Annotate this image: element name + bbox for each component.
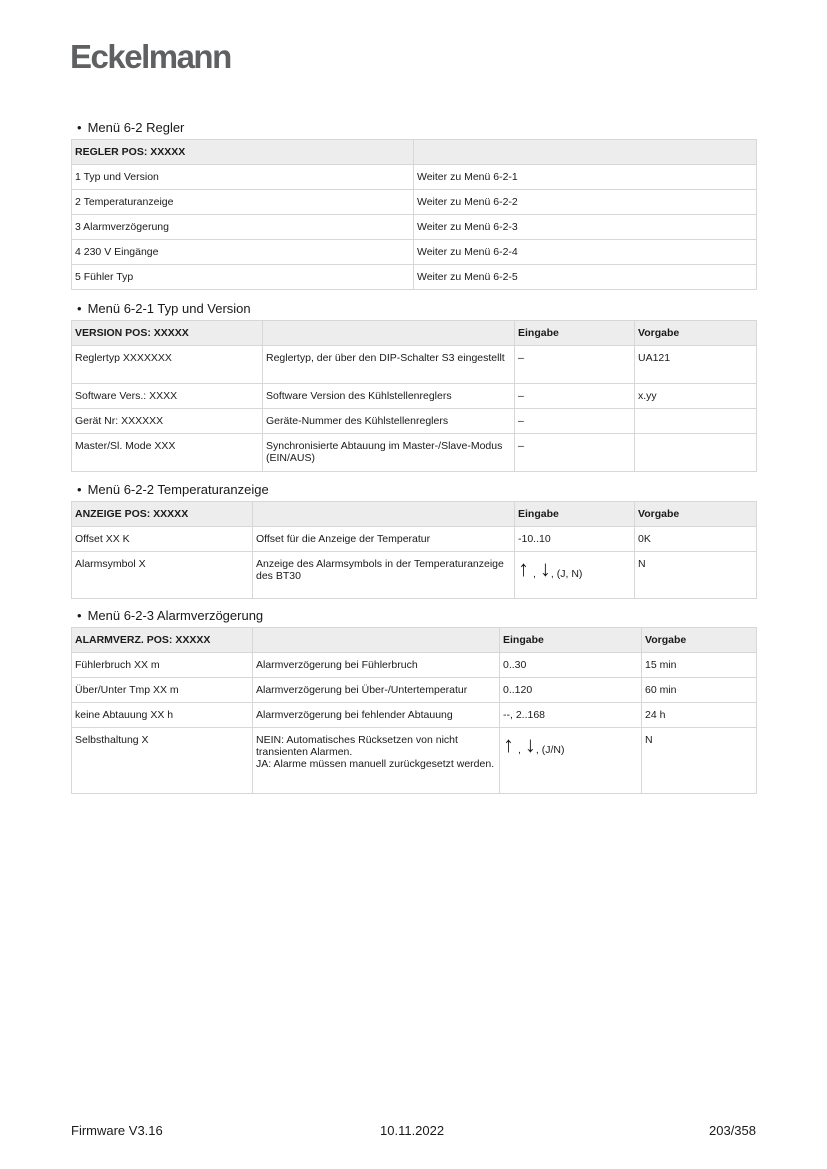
regler-table [71,139,757,290]
table-cell: UA121 [635,346,757,384]
table-cell: – [515,384,635,409]
column-header: Vorgabe [642,628,757,653]
table-cell: 4 230 V Eingänge [72,240,414,265]
column-header: Vorgabe [635,502,757,527]
table-row [72,527,757,552]
column-header [253,502,515,527]
table-cell: Alarmverzögerung bei Über-/Untertemperatur [253,678,500,703]
alarmverz-table [71,627,757,794]
arrow-down-icon: ↓ [539,556,551,581]
section-menu-6-2 [71,120,756,290]
footer-page-number: 203/358 [709,1123,756,1138]
table-cell [635,409,757,434]
column-header [263,321,515,346]
column-header: Eingabe [515,321,635,346]
anzeige-table [71,501,757,599]
table-cell: Weiter zu Menü 6-2-1 [414,165,757,190]
section-heading: • Menü 6-2-2 Temperaturanzeige [77,482,269,497]
table-cell: Alarmverzögerung bei Fühlerbruch [253,653,500,678]
table-cell: Anzeige des Alarmsymbols in der Temperaturanzeige des BT30 [253,552,515,599]
table-header-row [72,140,757,165]
table-cell: Alarmverzögerung bei fehlender Abtauung [253,703,500,728]
table-cell: Software Vers.: XXXX [72,384,263,409]
arrow-separator: , [518,744,521,756]
section-heading: • Menü 6-2 Regler [77,120,185,135]
table-row [72,240,757,265]
table-header-row [72,628,757,653]
table-cell: Reglertyp, der über den DIP-Schalter S3 eingestellt [263,346,515,384]
table-cell: Selbsthaltung X [72,728,253,794]
table-row [72,165,757,190]
table-cell: 5 Fühler Typ [72,265,414,290]
table-cell: Geräte-Nummer des Kühlstellenreglers [263,409,515,434]
table-cell: --, 2..168 [500,703,642,728]
table-cell: 60 min [642,678,757,703]
section-menu-6-2-1 [71,301,756,472]
table-cell: 3 Alarmverzögerung [72,215,414,240]
section-heading: • Menü 6-2-1 Typ und Version [77,301,251,316]
arrow-up-icon: ↑ [518,556,529,581]
brand-logo: Eckelmann [70,38,231,75]
table-cell: Software Version des Kühlstellenreglers [263,384,515,409]
column-header [414,140,757,165]
table-row [72,190,757,215]
table-cell: NEIN: Automatisches Rücksetzen von nicht transienten Alarmen. JA: Alarme müssen manuell zurückgesetzt werden. [253,728,500,794]
table-row [72,552,757,599]
column-header: Eingabe [500,628,642,653]
arrow-up-icon: ↑ [503,732,514,757]
table-cell: – [515,409,635,434]
column-header: VERSION POS: XXXXX [72,321,263,346]
table-cell: 24 h [642,703,757,728]
table-cell: Weiter zu Menü 6-2-4 [414,240,757,265]
table-cell: x.yy [635,384,757,409]
table-row [72,265,757,290]
footer-date: 10.11.2022 [380,1123,445,1138]
table-cell: Offset für die Anzeige der Temperatur [253,527,515,552]
table-cell: Reglertyp XXXXXXX [72,346,263,384]
table-row [72,215,757,240]
table-cell: N [635,552,757,599]
column-header: ANZEIGE POS: XXXXX [72,502,253,527]
column-header: ALARMVERZ. POS: XXXXX [72,628,253,653]
section-menu-6-2-3 [71,608,756,794]
table-cell: 2 Temperaturanzeige [72,190,414,215]
table-cell: Weiter zu Menü 6-2-5 [414,265,757,290]
table-cell: – [515,346,635,384]
table-row [72,346,757,384]
table-cell: Weiter zu Menü 6-2-2 [414,190,757,215]
table-cell: N [642,728,757,794]
table-row [72,728,757,794]
table-cell [635,434,757,472]
table-cell: Über/Unter Tmp XX m [72,678,253,703]
table-cell: 0..120 [500,678,642,703]
arrow-down-icon: ↓ [524,732,536,757]
table-cell: 0K [635,527,757,552]
arrow-input-cell [515,552,635,599]
table-cell: Master/Sl. Mode XXX [72,434,263,472]
column-header: REGLER POS: XXXXX [72,140,414,165]
section-heading: • Menü 6-2-3 Alarmverzögerung [77,608,264,623]
table-cell: 0..30 [500,653,642,678]
column-header [253,628,500,653]
table-row [72,434,757,472]
arrow-suffix: , (J, N) [550,568,583,580]
arrow-suffix: , (J/N) [535,744,565,756]
table-row [72,678,757,703]
section-menu-6-2-2 [71,482,756,599]
table-cell: – [515,434,635,472]
table-cell: Weiter zu Menü 6-2-3 [414,215,757,240]
table-row [72,703,757,728]
table-header-row [72,502,757,527]
arrow-separator: , [533,568,536,580]
table-cell: 1 Typ und Version [72,165,414,190]
table-row [72,384,757,409]
table-cell: -10..10 [515,527,635,552]
footer-firmware: Firmware V3.16 [71,1123,163,1138]
table-cell: 15 min [642,653,757,678]
table-cell: Fühlerbruch XX m [72,653,253,678]
table-cell: Gerät Nr: XXXXXX [72,409,263,434]
table-cell: Alarmsymbol X [72,552,253,599]
table-cell: keine Abtauung XX h [72,703,253,728]
version-table [71,320,757,472]
arrow-input-cell [500,728,642,794]
table-cell: Offset XX K [72,527,253,552]
table-cell: Synchronisierte Abtauung im Master-/Slave-Modus (EIN/AUS) [263,434,515,472]
table-header-row [72,321,757,346]
column-header: Vorgabe [635,321,757,346]
column-header: Eingabe [515,502,635,527]
table-row [72,409,757,434]
table-row [72,653,757,678]
